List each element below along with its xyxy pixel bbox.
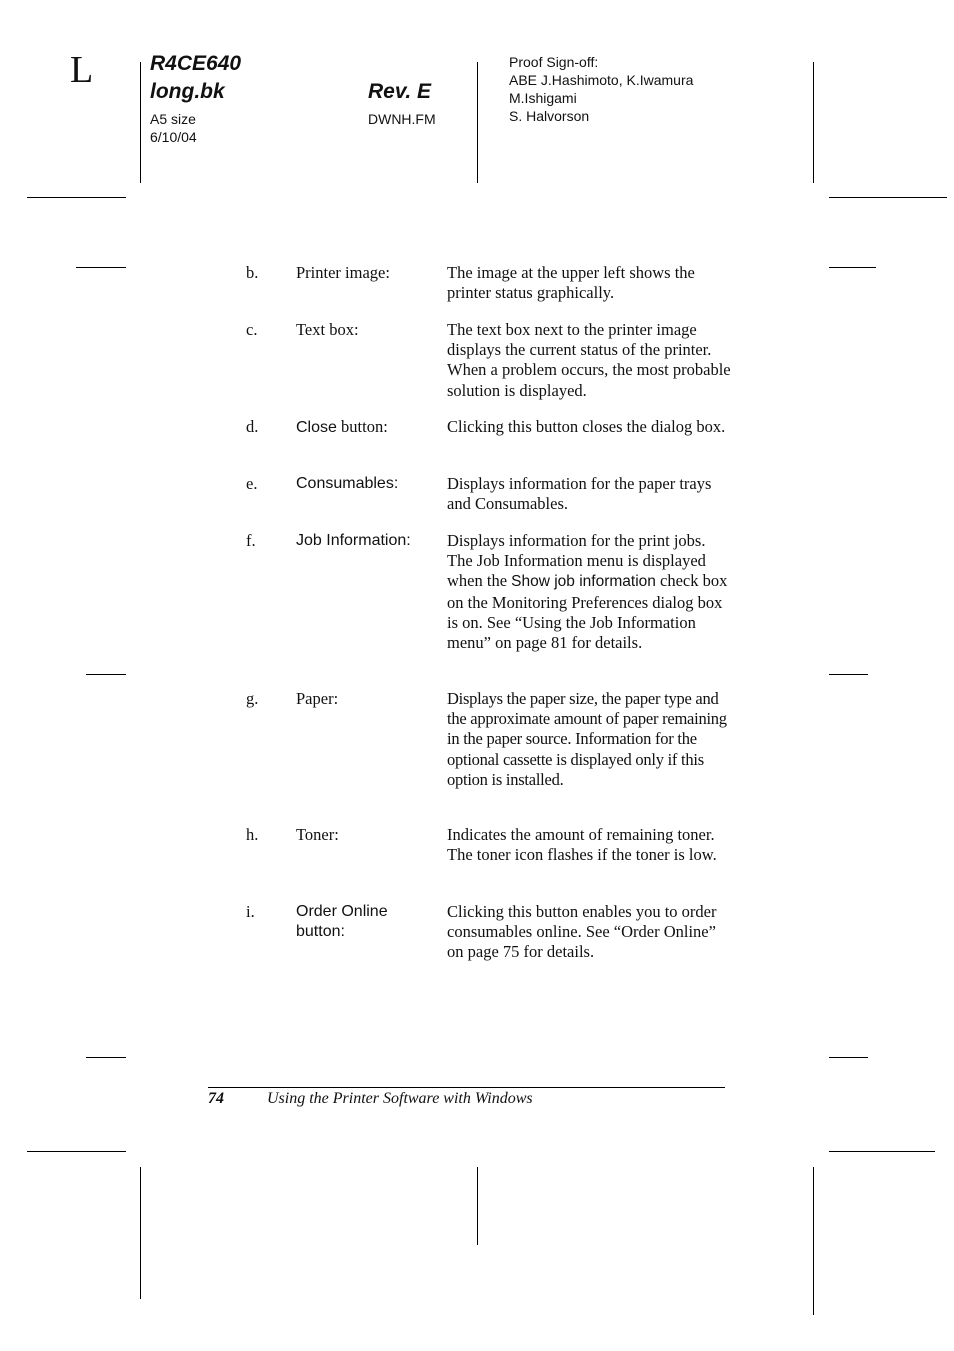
file-name: DWNH.FM — [368, 111, 436, 127]
item-description: Indicates the amount of remaining toner. The toner icon flashes if the toner is low. — [447, 825, 717, 865]
footer-title: Using the Printer Software with Windows — [267, 1090, 533, 1107]
crop-mark — [140, 62, 141, 183]
proof-line: S. Halvorson — [509, 108, 590, 124]
item-letter: d. — [246, 417, 259, 436]
crop-mark — [829, 674, 868, 675]
corner-letter: L — [70, 49, 94, 91]
doc-size: A5 size — [150, 111, 196, 127]
revision-block — [368, 78, 436, 128]
crop-mark — [86, 674, 126, 675]
crop-mark — [477, 1167, 478, 1245]
crop-mark — [829, 1057, 868, 1058]
item-term: Job Information: — [296, 532, 411, 549]
crop-mark — [829, 1151, 935, 1152]
doc-info-block — [150, 50, 241, 146]
item-term: Order Online button: — [296, 903, 388, 941]
crop-mark — [813, 62, 814, 183]
revision: Rev. E — [368, 80, 432, 103]
item-term: Paper: — [296, 689, 339, 708]
item-term: Text box: — [296, 320, 359, 339]
item-description: The text box next to the printer image displays the current status of the printer. When a problem occurs, the most probable solution is displayed. — [447, 320, 731, 400]
crop-mark — [27, 197, 126, 198]
doc-date: 6/10/04 — [150, 129, 197, 145]
item-letter: e. — [246, 474, 258, 493]
doc-book: long.bk — [150, 80, 225, 103]
item-term: Toner: — [296, 825, 339, 844]
item-term-rest: button: — [336, 417, 388, 436]
crop-mark — [86, 1057, 126, 1058]
crop-mark — [477, 62, 478, 183]
desc-text: Displays information for the print jobs. The Job Information menu is displayed when the — [447, 531, 706, 591]
item-description: Displays information for the paper trays and Consumables. — [447, 474, 712, 514]
item-description: Clicking this button closes the dialog box. — [447, 417, 726, 436]
crop-mark — [27, 1151, 126, 1152]
desc-ui-label: Show job information — [511, 573, 656, 591]
crop-mark — [829, 267, 876, 268]
item-description: The image at the upper left shows the printer status graphically. — [447, 263, 695, 303]
crop-mark — [140, 1167, 141, 1299]
proof-line: ABE J.Hashimoto, K.Iwamura — [509, 72, 694, 88]
desc-text: check box on the Monitoring Preferences dialog box is on. See “Using the Job Information menu” on page 81 for details. — [447, 571, 728, 653]
crop-mark — [813, 1167, 814, 1315]
item-letter: b. — [246, 263, 259, 282]
item-description: Clicking this button enables you to order consumables online. See “Order Online” on page 75 for details. — [447, 902, 717, 962]
proof-signoff — [509, 53, 693, 125]
item-term-sans: Close — [296, 419, 337, 436]
item-letter: g. — [246, 689, 259, 708]
page-number: 74 — [208, 1090, 224, 1107]
item-term: Consumables: — [296, 475, 399, 492]
item-letter: h. — [246, 825, 259, 844]
proof-line: M.Ishigami — [509, 90, 577, 106]
item-term — [296, 417, 444, 438]
crop-mark — [829, 197, 947, 198]
item-letter: i. — [246, 902, 255, 921]
proof-title: Proof Sign-off: — [509, 54, 599, 70]
footer-rule — [208, 1087, 725, 1088]
item-term: Printer image: — [296, 263, 390, 282]
item-letter: c. — [246, 320, 258, 339]
doc-code: R4CE640 — [150, 52, 242, 75]
item-description — [447, 531, 732, 653]
item-letter: f. — [246, 531, 256, 550]
item-description: Displays the paper size, the paper type and the approximate amount of paper remaining in the paper source. Information for the optional cassette is displayed only if this option is installed. — [447, 689, 727, 789]
crop-mark — [76, 267, 126, 268]
